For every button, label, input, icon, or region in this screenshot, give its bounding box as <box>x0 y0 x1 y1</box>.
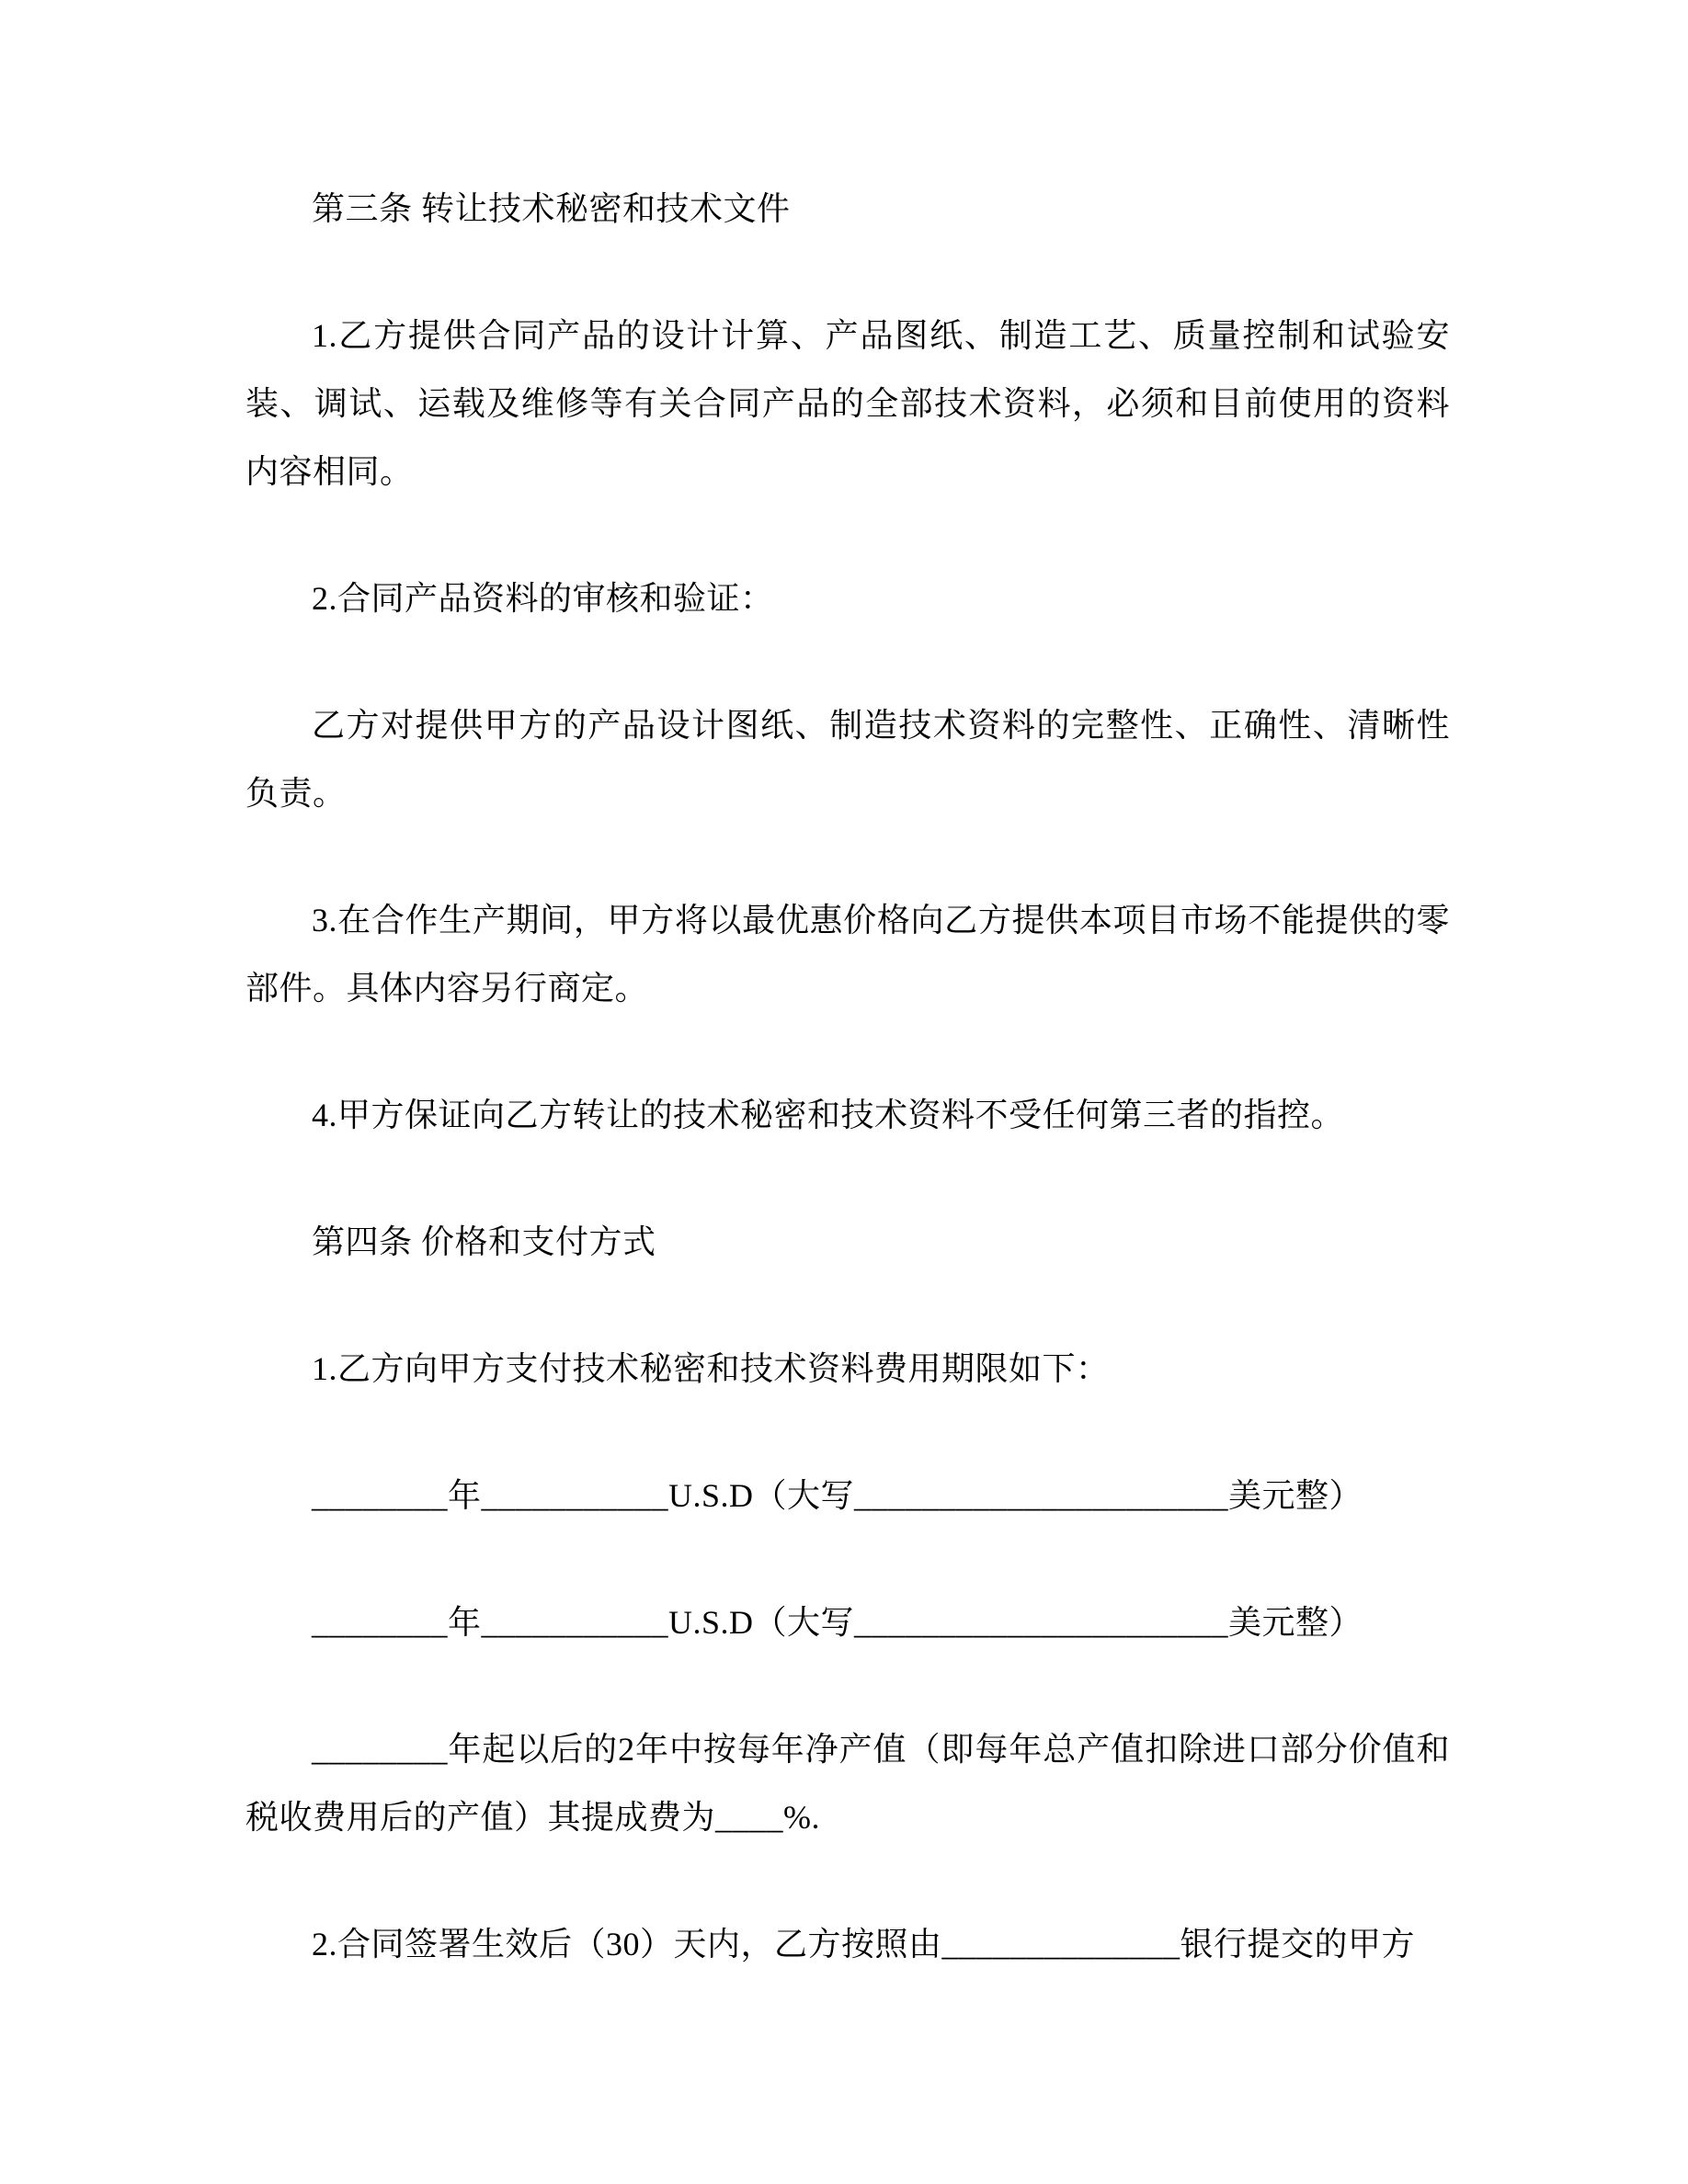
paragraph-article3-clause4: 4.甲方保证向乙方转让的技术秘密和技术资料不受任何第三者的指控。 <box>312 1097 1345 1133</box>
section-heading-article4: 第四条 价格和支付方式 <box>312 1223 656 1260</box>
section-heading-article3: 第三条 转让技术秘密和技术文件 <box>312 190 791 227</box>
fill-in-line-payment-year-1: ________年___________U.S.D（大写______________________美元整） <box>312 1477 1363 1514</box>
paragraph-article3-clause2-detail: 乙方对提供甲方的产品设计图纸、制造技术资料的完整性、正确性、清晰性负责。 <box>245 707 1450 812</box>
paragraph-article3-clause2: 2.合同产品资料的审核和验证： <box>312 580 774 617</box>
paragraph-article3-clause3: 3.在合作生产期间，甲方将以最优惠价格向乙方提供本项目市场不能提供的零部件。具体内容另行商定。 <box>245 902 1450 1007</box>
paragraph-article4-clause1: 1.乙方向甲方支付技术秘密和技术资料费用期限如下： <box>312 1350 1110 1387</box>
document-content <box>245 175 1450 1978</box>
paragraph-article3-clause1: 1.乙方提供合同产品的设计计算、产品图纸、制造工艺、质量控制和试验安装、调试、运载及维修等有关合同产品的全部技术资料，必须和目前使用的资料内容相同。 <box>245 317 1450 490</box>
paragraph-royalty-terms: ________年起以后的2年中按每年净产值（即每年总产值扣除进口部分价值和税收费用后的产值）其提成费为____%. <box>245 1731 1450 1836</box>
fill-in-line-payment-year-2: ________年___________U.S.D（大写______________________美元整） <box>312 1604 1363 1641</box>
paragraph-article4-clause2: 2.合同签署生效后（30）天内，乙方按照由______________银行提交的甲方 <box>312 1926 1416 1962</box>
